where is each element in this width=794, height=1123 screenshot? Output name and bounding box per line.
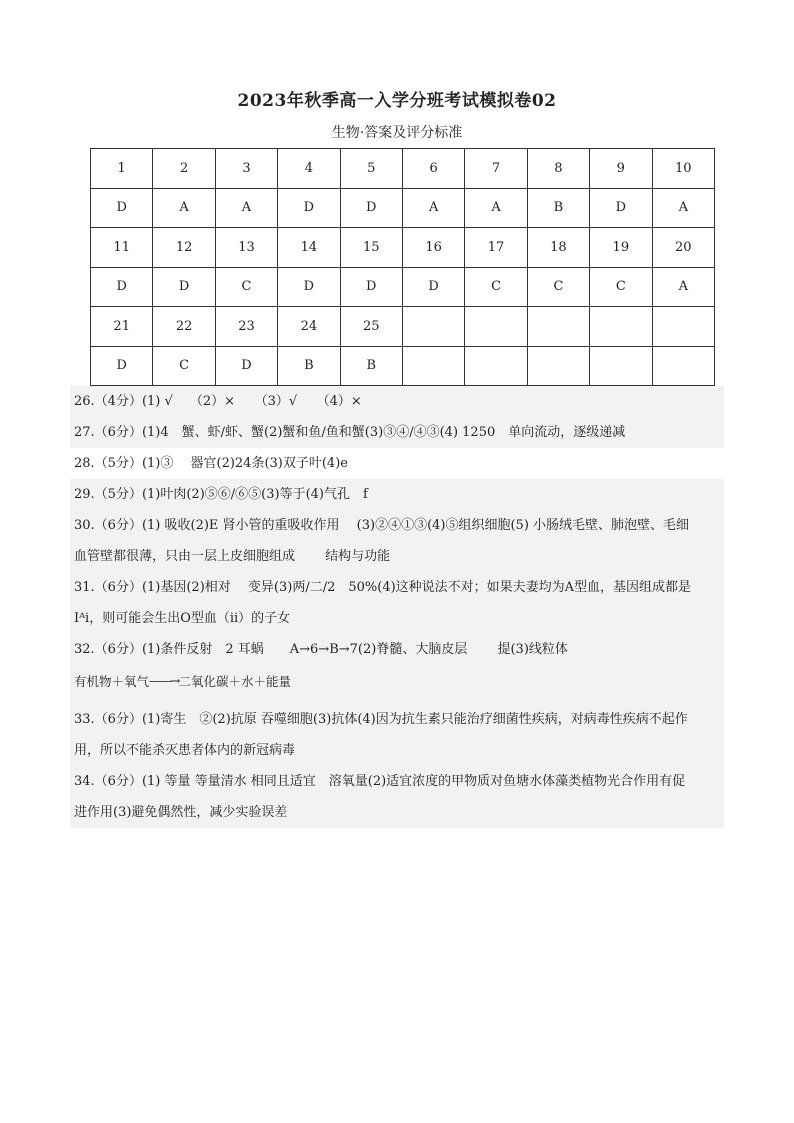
- answer-section: [70, 386, 724, 828]
- question-number-cell: [652, 307, 714, 347]
- question-number-cell: 20: [652, 228, 714, 268]
- answer-key-cell: A: [465, 188, 527, 228]
- answer-34-line2: 进作用(3)避免偶然性，减少实验误差: [70, 797, 724, 828]
- question-number-cell: 9: [590, 149, 652, 189]
- answer-key-cell: D: [91, 267, 153, 307]
- question-number-cell: [402, 307, 464, 347]
- equation-reactants: 有机物＋氧气: [74, 674, 150, 689]
- answer-27: 27.（6分）(1)4 蟹、虾/虾、蟹(2)蟹和鱼/鱼和蟹(3)③④/④③(4) 1250 单向流动，逐级递减: [70, 417, 724, 448]
- question-number-cell: 3: [215, 149, 277, 189]
- question-number-cell: 7: [465, 149, 527, 189]
- answer-key-cell: D: [278, 267, 340, 307]
- question-number-cell: 15: [340, 228, 402, 268]
- reaction-arrow: ——→: [149, 673, 179, 688]
- answer-key-cell: D: [590, 188, 652, 228]
- answer-key-cell: C: [465, 267, 527, 307]
- answer-31-line1: 31.（6分）(1)基因(2)相对 变异(3)两/二/2 50%(4)这种说法不对；如果夫妻均为A型血，基因组成都是: [70, 572, 724, 603]
- answer-key-cell: A: [153, 188, 215, 228]
- question-number-cell: 13: [215, 228, 277, 268]
- answer-30-line1: 30.（6分）(1) 吸收(2)E 肾小管的重吸收作用 (3)②④①③(4)⑤组织细胞(5) 小肠绒毛壁、肺泡壁、毛细: [70, 510, 724, 541]
- answer-32: 32.（6分）(1)条件反射 2 耳蜗 A→6→B→7(2)脊髓、大脑皮层 提(3)线粒体: [70, 634, 724, 665]
- answer-key-cell: D: [153, 267, 215, 307]
- equation-products: 二氧化碳＋水＋能量: [178, 674, 292, 689]
- answer-26: 26.（4分）(1) √ （2）× （3）√ （4）×: [70, 386, 724, 417]
- question-number-cell: [527, 307, 589, 347]
- answer-key-cell: B: [527, 188, 589, 228]
- answer-key-cell: A: [402, 188, 464, 228]
- question-number-cell: 24: [278, 307, 340, 347]
- answer-key-cell: B: [340, 346, 402, 386]
- answer-key-cell: D: [278, 188, 340, 228]
- question-number-cell: 4: [278, 149, 340, 189]
- answer-key-cell: A: [652, 188, 714, 228]
- page-subtitle: 生物·答案及评分标准: [331, 125, 463, 141]
- answer-key-cell: [465, 346, 527, 386]
- answer-key-row: [91, 188, 715, 228]
- question-number-cell: 18: [527, 228, 589, 268]
- answer-34-line1: 34.（6分）(1) 等量 等量清水 相同且适宜 溶氧量(2)适宜浓度的甲物质对鱼塘水体藻类植物光合作用有促: [70, 766, 724, 797]
- answer-key-row: [91, 346, 715, 386]
- answer-key-cell: [402, 346, 464, 386]
- question-number-cell: 12: [153, 228, 215, 268]
- question-number-cell: 11: [91, 228, 153, 268]
- answer-key-cell: C: [215, 267, 277, 307]
- answer-key-cell: A: [215, 188, 277, 228]
- answer-key-cell: D: [340, 267, 402, 307]
- answer-28: 28.（5分）(1)③ 器官(2)24条(3)双子叶(4)e: [70, 448, 724, 479]
- answer-33-line1: 33.（6分）(1)寄生 ②(2)抗原 吞噬细胞(3)抗体(4)因为抗生素只能治疗细菌性疾病，对病毒性疾病不起作: [70, 704, 724, 735]
- question-number-cell: 16: [402, 228, 464, 268]
- question-number-cell: 22: [153, 307, 215, 347]
- answer-key-cell: D: [402, 267, 464, 307]
- answer-key-cell: D: [340, 188, 402, 228]
- question-number-cell: 25: [340, 307, 402, 347]
- answer-key-cell: [652, 346, 714, 386]
- question-number-cell: 19: [590, 228, 652, 268]
- question-number-cell: 5: [340, 149, 402, 189]
- answer-31-line2: Iᴬi，则可能会生出O型血（ii）的子女: [70, 603, 724, 634]
- answer-key-cell: [527, 346, 589, 386]
- question-number-row: [91, 149, 715, 189]
- answer-key-row: [91, 267, 715, 307]
- question-number-cell: 21: [91, 307, 153, 347]
- answer-key-cell: B: [278, 346, 340, 386]
- question-number-cell: 2: [153, 149, 215, 189]
- answer-30-line2: 血管壁都很薄，只由一层上皮细胞组成 结构与功能: [70, 541, 724, 572]
- answer-key-cell: C: [527, 267, 589, 307]
- answer-table: [90, 148, 715, 386]
- question-number-cell: [465, 307, 527, 347]
- question-number-cell: 23: [215, 307, 277, 347]
- question-number-cell: 1: [91, 149, 153, 189]
- answer-key-cell: [590, 346, 652, 386]
- question-number-row: [91, 307, 715, 347]
- question-number-cell: 17: [465, 228, 527, 268]
- question-number-cell: 14: [278, 228, 340, 268]
- answer-key-cell: C: [590, 267, 652, 307]
- answer-key-cell: A: [652, 267, 714, 307]
- answer-key-cell: D: [91, 346, 153, 386]
- answer-key-cell: D: [91, 188, 153, 228]
- answer-33-line2: 用，所以不能杀灭患者体内的新冠病毒: [70, 735, 724, 766]
- question-number-cell: 8: [527, 149, 589, 189]
- page-title: 2023年秋季高一入学分班考试模拟卷02: [237, 91, 557, 111]
- question-number-cell: 10: [652, 149, 714, 189]
- question-number-cell: [590, 307, 652, 347]
- answer-32-equation: [70, 665, 724, 704]
- question-number-cell: 6: [402, 149, 464, 189]
- answer-key-cell: C: [153, 346, 215, 386]
- answer-key-cell: D: [215, 346, 277, 386]
- answer-29: 29.（5分）(1)叶肉(2)⑤⑥/⑥⑤(3)等于(4)气孔 f: [70, 479, 724, 510]
- question-number-row: [91, 228, 715, 268]
